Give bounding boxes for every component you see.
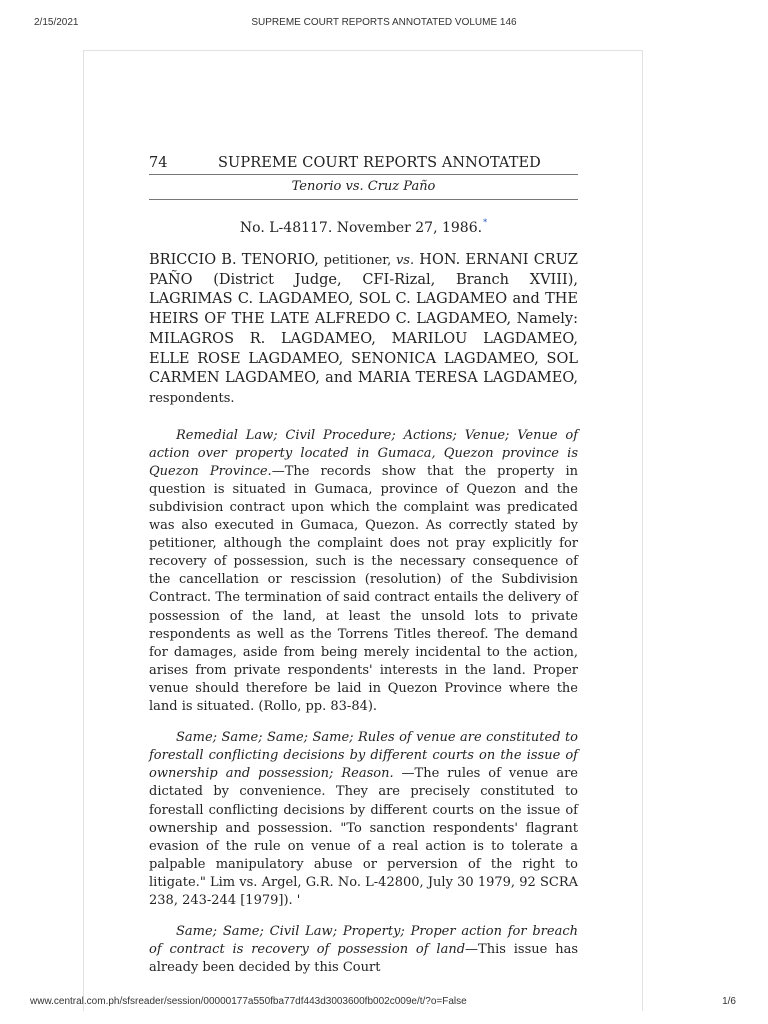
page-content [149,154,578,990]
header-rule-bottom [149,199,578,200]
syllabus-heading: Same; Same; Same; Same; Rules of venue are constituted to forestall conflicting decisions by different courts on the issue of ownership and possession; Reason. [149,730,578,782]
case-parties [149,251,578,409]
syllabus-text: —The records show that the property in question is situated in Gumaca, province of Quezon and the subdivision contract upon which the complaint was predicated was also executed in Gumaca, Quezon. As correctly stated by petitioner, although the complaint does not pray explicitly for recovery of possession, such is the necessary consequence of the cancellation or rescission (resolution) of the Subdivision Contract. The termination of said contract entails the delivery of possession of the land, at least the unsold lots to private respondents as well as the Torrens Titles thereof. The demand for damages, aside from being merely incidental to the action, arises from private respondents' interests in the land. Proper venue should therefore be laid in Quezon Province where the land is situated. (Rollo, pp. 83-84). [149,463,578,715]
print-title: SUPREME COURT REPORTS ANNOTATED VOLUME 146 [251,17,517,28]
syllabus-paragraph [149,923,578,977]
syllabus-heading: Remedial Law; Civil Procedure; Actions; Venue; Venue of action over property located in Gumaca, Quezon province is Quezon Province. [149,427,578,479]
gr-number-line [149,214,578,237]
versus: vs. [395,253,415,268]
print-page-count: 1/6 [722,996,736,1007]
syllabus-text: —The rules of venue are dictated by convenience. They are precisely constituted to forestall conflicting decisions by different courts on the issue of ownership and possession. "To sanction respondents' flagrant evasion of the rule on venue of a real action is to tolerate a palpable manipulatory abuse or perversion of the right to litigate." Lim vs. Argel, G.R. No. L-42800, July 30 1979, 92 SCRA 238, 243-244 [1979]). ' [149,766,578,908]
document-page [83,50,643,1011]
gr-number: No. L-48117. November 27, 1986. [239,220,483,236]
respondent-names: HON. ERNANI CRUZ PAÑO (District Judge, CFI-Rizal, Branch XVIII), LAGRIMAS C. LAGDAMEO, SOL C. LAGDAMEO and THE HEIRS OF THE LATE ALFREDO C. LAGDAMEO, Namely: MILAGROS R. LAGDAMEO, MARILOU LAGDAMEO, ELLE ROSE LAGDAMEO, SENONICA LAGDAMEO, SOL CARMEN LAGDAMEO, and MARIA TERESA LAGDAMEO, [149,252,578,387]
syllabus-paragraph [149,729,578,910]
print-header [0,0,768,30]
footnote-link[interactable]: * [483,218,488,227]
syllabus-text: —This issue has already been decided by this Court [149,942,578,976]
petitioner-name: BRICCIO B. TENORIO, [149,252,319,268]
running-title: SUPREME COURT REPORTS ANNOTATED [218,155,541,171]
print-url: www.central.com.ph/sfsreader/session/00000177a550fba77df443d3003600fb002c009e/t/?o=False [30,996,467,1007]
syllabus-heading: Same; Same; Civil Law; Property; Proper action for breach of contract is recovery of possession of land [149,924,578,958]
syllabus-paragraph [149,427,578,717]
page-number: 74 [149,155,168,171]
case-short-title: Tenorio vs. Cruz Paño [291,179,436,194]
running-head [149,154,578,174]
print-footer [0,996,768,1024]
print-date: 2/15/2021 [34,17,79,28]
petitioner-role: petitioner, [318,253,396,268]
respondent-role: respondents. [149,390,235,406]
